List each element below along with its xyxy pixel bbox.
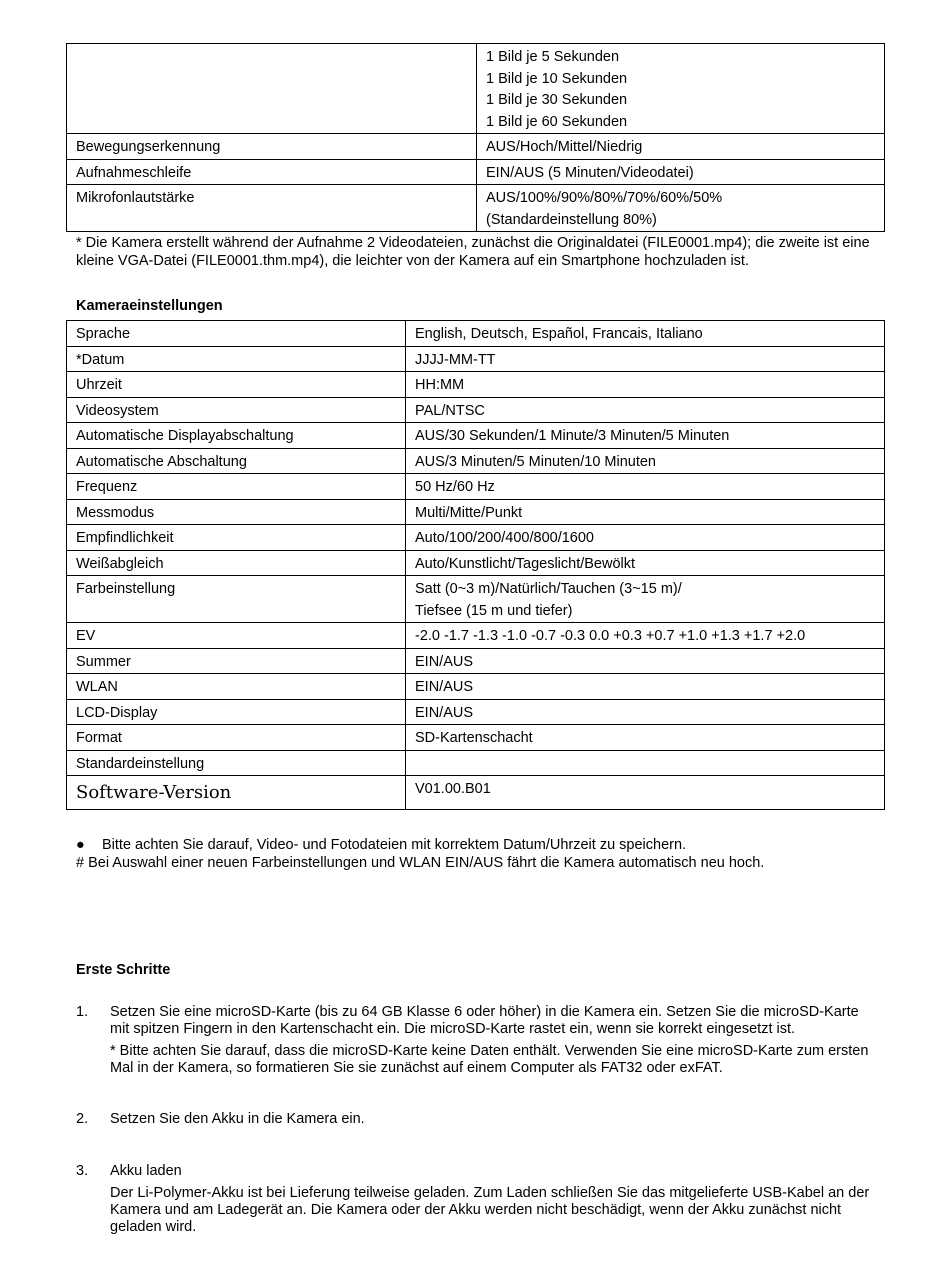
setting-label: Weißabgleich — [67, 550, 406, 576]
table-row — [67, 648, 885, 674]
setting-value: AUS/30 Sekunden/1 Minute/3 Minuten/5 Minuten — [406, 423, 885, 449]
setting-value: JJJJ-MM-TT — [406, 346, 885, 372]
setting-label: Mikrofonlautstärke — [67, 185, 477, 232]
value-line: 1 Bild je 10 Sekunden — [486, 70, 628, 87]
table-row — [67, 44, 885, 134]
setting-label: EV — [67, 623, 406, 649]
setting-value: EIN/AUS (5 Minuten/Videodatei) — [477, 159, 885, 185]
setting-value: Multi/Mitte/Punkt — [406, 499, 885, 525]
setting-label: Farbeinstellung — [67, 576, 406, 623]
table-row — [67, 550, 885, 576]
setting-label: Software-Version — [67, 776, 406, 810]
value-line: Satt (0~3 m)/Natürlich/Tauchen (3~15 m)/ — [415, 581, 682, 597]
setting-value: PAL/NTSC — [406, 397, 885, 423]
setting-label: *Datum — [67, 346, 406, 372]
table-row — [67, 674, 885, 700]
table-row — [67, 397, 885, 423]
setting-value: HH:MM — [406, 372, 885, 398]
setting-label: Standardeinstellung — [67, 750, 406, 776]
setting-label: Empfindlichkeit — [67, 525, 406, 551]
step-number: 2. — [76, 1111, 89, 1127]
table-row — [67, 321, 885, 347]
setting-label: LCD-Display — [67, 699, 406, 725]
table-row — [67, 448, 885, 474]
bullet-dot-icon: ● — [76, 837, 85, 853]
setting-label — [67, 44, 477, 134]
table-row — [67, 725, 885, 751]
table-row — [67, 623, 885, 649]
setting-label: Frequenz — [67, 474, 406, 500]
table-row — [67, 134, 885, 160]
table-row — [67, 346, 885, 372]
setting-label: Bewegungserkennung — [67, 134, 477, 160]
setting-value: 50 Hz/60 Hz — [406, 474, 885, 500]
step-text: Akku laden — [110, 1163, 182, 1179]
value-line: Tiefsee (15 m und tiefer) — [415, 602, 573, 619]
first-steps-heading: Erste Schritte — [76, 962, 171, 978]
value-line: AUS/100%/90%/80%/70%/60%/50% — [486, 190, 723, 206]
setting-label: Automatische Abschaltung — [67, 448, 406, 474]
setting-value: English, Deutsch, Español, Francais, Italiano — [406, 321, 885, 347]
setting-value: EIN/AUS — [406, 648, 885, 674]
setting-value: Auto/100/200/400/800/1600 — [406, 525, 885, 551]
setting-value — [406, 576, 885, 623]
setting-value: V01.00.B01 — [406, 776, 885, 810]
step-subtext: * Bitte achten Sie darauf, dass die microSD-Karte keine Daten enthält. Verwenden Sie eine microSD-Karte zum ersten Mal in der Kamera, so formatieren Sie sie zunächst auf einem Computer als FAT32 oder exFAT. — [110, 1043, 869, 1076]
value-line: 1 Bild je 30 Sekunden — [486, 92, 628, 108]
value-line: 1 Bild je 60 Sekunden — [486, 113, 628, 130]
step-number: 1. — [76, 1004, 89, 1020]
setting-label: Aufnahmeschleife — [67, 159, 477, 185]
setting-label: WLAN — [67, 674, 406, 700]
table-row — [67, 159, 885, 185]
table-row — [67, 699, 885, 725]
step-subtext: Der Li-Polymer-Akku ist bei Lieferung teilweise geladen. Zum Laden schließen Sie das mitgelieferte USB-Kabel an der Kamera und am Ladegerät an. Die Kamera oder der Akku werden nicht beschädigt, wenn der Akku zunächst nicht geladen wird. — [110, 1185, 870, 1235]
setting-value — [406, 750, 885, 776]
setting-value: AUS/Hoch/Mittel/Niedrig — [477, 134, 885, 160]
setting-value — [477, 44, 885, 134]
table-row — [67, 423, 885, 449]
table-row — [67, 474, 885, 500]
setting-value: AUS/3 Minuten/5 Minuten/10 Minuten — [406, 448, 885, 474]
value-line: 1 Bild je 5 Sekunden — [486, 49, 620, 65]
setting-value: Auto/Kunstlicht/Tageslicht/Bewölkt — [406, 550, 885, 576]
table-row — [67, 750, 885, 776]
setting-value: EIN/AUS — [406, 699, 885, 725]
restart-note: # Bei Auswahl einer neuen Farbeinstellungen und WLAN EIN/AUS fährt die Kamera automatisch neu hoch. — [76, 855, 765, 871]
recording-settings-table — [66, 43, 885, 232]
date-time-note: Bitte achten Sie darauf, Video- und Fotodateien mit korrektem Datum/Uhrzeit zu speichern. — [102, 837, 687, 853]
setting-label: Automatische Displayabschaltung — [67, 423, 406, 449]
step-number: 3. — [76, 1163, 89, 1179]
setting-label: Sprache — [67, 321, 406, 347]
table-row — [67, 499, 885, 525]
table-row — [67, 525, 885, 551]
table-row — [67, 185, 885, 232]
setting-label: Format — [67, 725, 406, 751]
setting-value: -2.0 -1.7 -1.3 -1.0 -0.7 -0.3 0.0 +0.3 +0.7 +1.0 +1.3 +1.7 +2.0 — [406, 623, 885, 649]
table-row — [67, 776, 885, 810]
step-text: Setzen Sie eine microSD-Karte (bis zu 64 GB Klasse 6 oder höher) in die Kamera ein. Setzen Sie die microSD-Karte mit spitzen Fingern in den Kartenschacht ein. Die microSD-Karte rastet ein, wenn sie korrekt eingesetzt ist. — [110, 1004, 859, 1037]
setting-label: Summer — [67, 648, 406, 674]
setting-label: Uhrzeit — [67, 372, 406, 398]
camera-settings-table — [66, 320, 885, 810]
table-row — [67, 576, 885, 623]
setting-value: EIN/AUS — [406, 674, 885, 700]
step-text: Setzen Sie den Akku in die Kamera ein. — [110, 1111, 365, 1127]
camera-settings-heading: Kameraeinstellungen — [76, 298, 223, 314]
setting-label: Videosystem — [67, 397, 406, 423]
setting-value — [477, 185, 885, 232]
setting-value: SD-Kartenschacht — [406, 725, 885, 751]
setting-label: Messmodus — [67, 499, 406, 525]
table-row — [67, 372, 885, 398]
video-file-note: * Die Kamera erstellt während der Aufnahme 2 Videodateien, zunächst die Originaldatei (FILE0001.mp4); die zweite ist eine kleine VGA-Datei (FILE0001.thm.mp4), die leichter von der Kamera auf ein Smartphone hochzuladen ist. — [76, 235, 870, 269]
value-line: (Standardeinstellung 80%) — [486, 211, 657, 228]
